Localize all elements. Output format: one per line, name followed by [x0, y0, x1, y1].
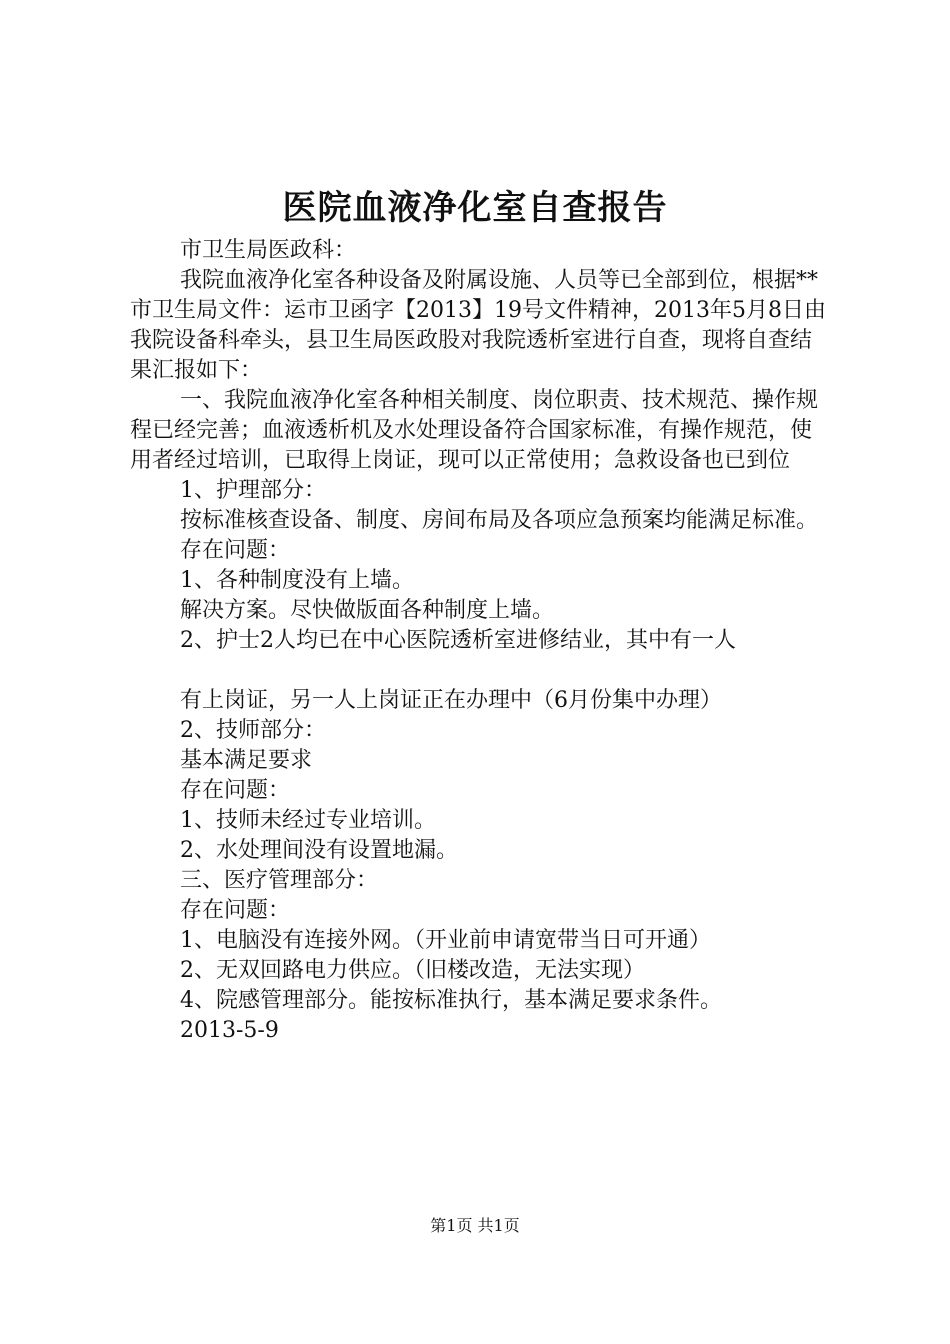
nursing-paragraph: 按标准核查设备、制度、房间布局及各项应急预案均能满足标准。: [180, 508, 819, 533]
nursing-issue-2-line-2: 有上岗证，另一人上岗证正在办理中（6月份集中办理）: [180, 688, 722, 713]
nursing-issues-label: 存在问题：: [180, 538, 291, 563]
infection-control-paragraph: 4、院感管理部分。能按标准执行，基本满足要求条件。: [180, 988, 722, 1013]
tech-issues-label: 存在问题：: [180, 778, 291, 803]
blank-line: [130, 656, 830, 686]
nursing-issue-2-line-1: 2、护士2人均已在中心医院透析室进修结业，其中有一人: [180, 628, 736, 653]
nursing-issue-1: 1、各种制度没有上墙。: [180, 568, 414, 593]
salutation: 市卫生局医政科：: [180, 238, 357, 263]
section-one-paragraph: 一、我院血液净化室各种相关制度、岗位职责、技术规范、操作规程已经完善；血液透析机及水处理设备符合国家标准，有操作规范，使用者经过培训，已取得上岗证，现可以正常使用；急救设备也已到位: [130, 388, 819, 473]
document-title: 医院血液净化室自查报告: [282, 188, 668, 228]
nursing-solution: 解决方案。尽快做版面各种制度上墙。: [180, 598, 555, 623]
tech-heading: 2、技师部分：: [180, 718, 326, 743]
medical-issues-label: 存在问题：: [180, 898, 291, 923]
tech-issue-1: 1、技师未经过专业培训。: [180, 808, 436, 833]
medical-heading: 三、医疗管理部分：: [180, 868, 379, 893]
medical-issue-2: 2、无双回路电力供应。（旧楼改造，无法实现）: [180, 958, 645, 983]
intro-paragraph: 我院血液净化室各种设备及附属设施、人员等已全部到位，根据**市卫生局文件：运市卫函字【2013】19号文件精神，2013年5月8日由我院设备科牵头，县卫生局医政股对我院透析室进行自查，现将自查结果汇报如下：: [130, 268, 826, 383]
nursing-heading: 1、护理部分：: [180, 478, 326, 503]
report-date: 2013-5-9: [180, 1018, 279, 1043]
tech-paragraph: 基本满足要求: [180, 748, 313, 773]
page-footer: 第1页 共1页: [430, 1216, 520, 1235]
medical-issue-1: 1、电脑没有连接外网。（开业前申请宽带当日可开通）: [180, 928, 711, 953]
document-body: [130, 236, 830, 1046]
tech-issue-2: 2、水处理间没有设置地漏。: [180, 838, 458, 863]
